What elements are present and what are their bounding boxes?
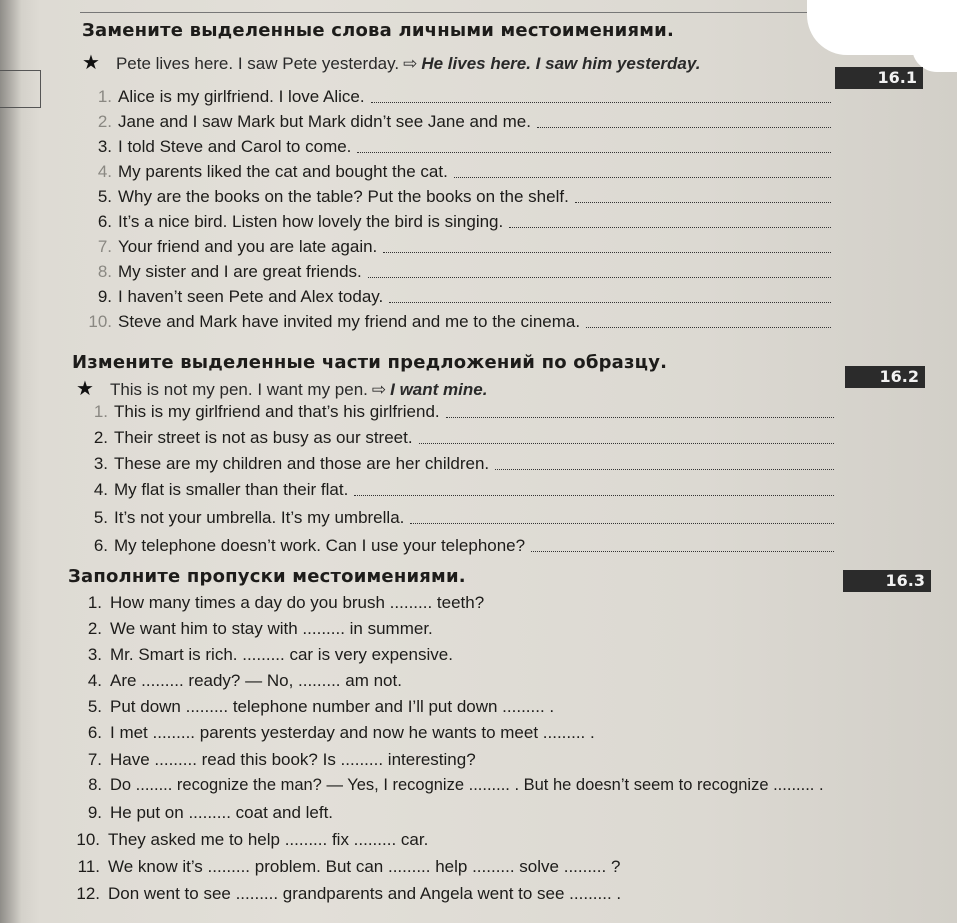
exercise-item: 7. Your friend and you are late again.	[86, 237, 831, 257]
section-heading-16-1: Замените выделенные слова личными местоимениями.	[82, 20, 675, 41]
example-16-2	[76, 376, 487, 401]
exercise-item: 8. My sister and I are great friends.	[86, 262, 831, 282]
star-icon: ★	[76, 378, 94, 400]
exercise-item: 5. It’s not your umbrella. It’s my umbrella.	[82, 508, 834, 528]
exercise-item: 2. Their street is not as busy as our street.	[82, 428, 834, 448]
example-text: Pete lives here. I saw Pete yesterday.	[115, 54, 400, 73]
answer-line[interactable]	[575, 202, 831, 203]
exercise-item: 3. Mr. Smart is rich. ......... car is very expensive.	[87, 645, 453, 664]
arrow-icon: ⇨	[403, 54, 418, 73]
margin-box	[0, 70, 41, 108]
answer-line[interactable]	[495, 469, 834, 470]
exercise-item: 9. I haven’t seen Pete and Alex today.	[86, 287, 831, 307]
exercise-item: 9. He put on ......... coat and left.	[87, 803, 334, 822]
exercise-item: 8. Do ........ recognize the man? — Yes, I recognize ......... . But he doesn’t seem to recognize ......... .	[88, 776, 824, 794]
exercise-item: 6. My telephone doesn’t work. Can I use your telephone?	[82, 536, 834, 556]
exercise-item: 1. How many times a day do you brush ......... teeth?	[87, 593, 485, 612]
example-text: This is not my pen. I want my pen.	[109, 380, 368, 399]
exercise-item: 6. I met ......... parents yesterday and now he wants to meet ......... .	[87, 723, 595, 742]
exercise-badge-16-3: 16.3	[843, 570, 931, 592]
answer-line[interactable]	[531, 551, 834, 552]
answer-line[interactable]	[354, 495, 834, 496]
exercise-item: 12. Don went to see ......... grandparents and Angela went to see ......... .	[76, 884, 622, 903]
example-answer: He lives here. I saw him yesterday.	[421, 54, 701, 73]
answer-line[interactable]	[357, 152, 831, 153]
page-corner-edge	[912, 0, 957, 72]
exercise-item: 10. Steve and Mark have invited my friend and me to the cinema.	[80, 312, 831, 332]
exercise-item: 4. My flat is smaller than their flat.	[82, 480, 834, 500]
exercise-badge-16-1: 16.1	[835, 67, 923, 89]
exercise-item: 11. We know it’s ......... problem. But can ......... help ......... solve ......... ?	[77, 857, 621, 876]
exercise-item: 6. It’s a nice bird. Listen how lovely the bird is singing.	[86, 212, 831, 232]
answer-line[interactable]	[410, 523, 834, 524]
section-heading-16-2: Измените выделенные части предложений по образцу.	[72, 352, 668, 373]
star-icon: ★	[82, 52, 100, 74]
answer-line[interactable]	[537, 127, 831, 128]
arrow-icon: ⇨	[371, 380, 387, 399]
exercise-item: 2. Jane and I saw Mark but Mark didn’t see Jane and me.	[86, 112, 831, 132]
example-16-1	[82, 50, 700, 75]
exercise-item: 5. Put down ......... telephone number and I’ll put down ......... .	[87, 697, 555, 716]
section-heading-16-3: Заполните пропуски местоимениями.	[68, 566, 466, 587]
exercise-item: 4. Are ......... ready? — No, ......... am not.	[87, 671, 402, 690]
answer-line[interactable]	[509, 227, 831, 228]
exercise-item: 10. They asked me to help ......... fix ......... car.	[76, 830, 429, 849]
book-spine	[0, 0, 22, 923]
exercise-item: 3. I told Steve and Carol to come.	[86, 137, 831, 157]
answer-line[interactable]	[383, 252, 831, 253]
exercise-item: 2. We want him to stay with ......... in summer.	[87, 619, 433, 638]
exercise-item: 1. Alice is my girlfriend. I love Alice.	[86, 87, 831, 107]
answer-line[interactable]	[368, 277, 831, 278]
answer-line[interactable]	[586, 327, 831, 328]
exercise-item: 3. These are my children and those are her children.	[82, 454, 834, 474]
answer-line[interactable]	[454, 177, 831, 178]
exercise-item: 5. Why are the books on the table? Put the books on the shelf.	[86, 187, 831, 207]
answer-line[interactable]	[389, 302, 831, 303]
answer-line[interactable]	[446, 417, 834, 418]
exercise-item: 4. My parents liked the cat and bought the cat.	[86, 162, 831, 182]
answer-line[interactable]	[371, 102, 831, 103]
exercise-item: 1. This is my girlfriend and that’s his girlfriend.	[82, 402, 834, 422]
example-answer: I want mine.	[390, 380, 488, 399]
exercise-badge-16-2: 16.2	[845, 366, 925, 388]
exercise-item: 7. Have ......... read this book? Is ......... interesting?	[87, 750, 476, 769]
answer-line[interactable]	[419, 443, 834, 444]
